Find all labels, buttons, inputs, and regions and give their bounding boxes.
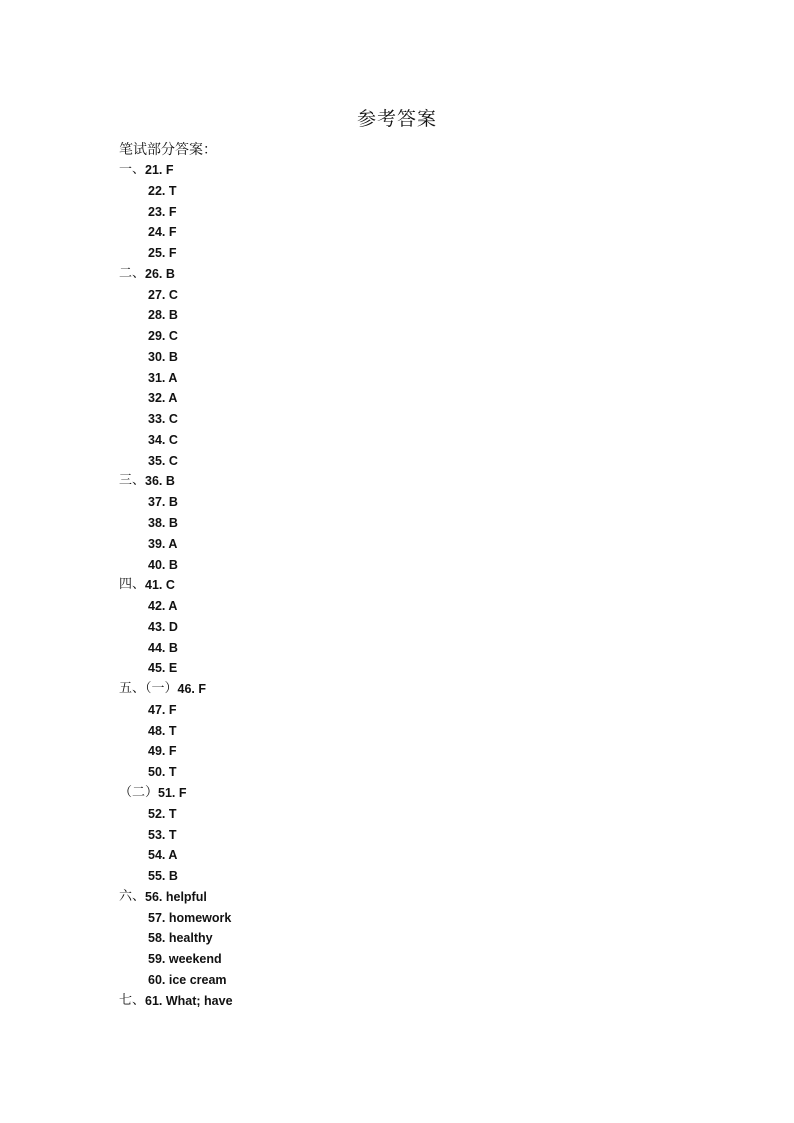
answer-text: 46. F [177,682,207,697]
section-subtitle: 笔试部分答案： [119,142,217,158]
answer-text: 47. F [148,702,177,717]
indent-spacer [119,430,148,451]
answer-text: 36. B [145,474,175,489]
answer-row [119,596,233,617]
answer-row [119,160,233,181]
indent-spacer [119,845,148,866]
indent-spacer [119,534,148,555]
page-title: 参考答案 [356,108,437,130]
answer-text: 49. F [148,744,177,759]
answer-text: 56. helpful [145,889,207,904]
answer-list [119,160,233,1011]
answer-row [119,347,233,368]
answer-row [119,305,233,326]
answer-row [119,949,233,970]
answer-row [119,762,233,783]
answer-text: 26. B [145,266,175,281]
indent-spacer [119,721,148,742]
answer-row [119,741,233,762]
answer-row [119,783,233,804]
indent-spacer [119,368,148,389]
answer-row [119,285,233,306]
answer-text: 27. C [148,287,178,302]
indent-spacer [119,222,148,243]
answer-text: 45. E [148,661,178,676]
indent-spacer [119,513,148,534]
answer-row [119,679,233,700]
answer-row [119,243,233,264]
indent-spacer [119,908,148,929]
answer-row [119,430,233,451]
answer-text: 40. B [148,557,178,572]
answer-row [119,721,233,742]
section-prefix: 一、 [119,162,146,177]
answer-text: 29. C [148,329,178,344]
section-prefix: 四、 [119,577,146,593]
indent-spacer [119,596,148,617]
answer-text: 39. A [148,536,178,551]
answer-text: 51. F [158,785,187,800]
answer-text: 33. C [148,412,178,427]
indent-spacer [119,202,148,223]
indent-spacer [119,866,148,887]
answer-row [119,202,233,223]
section-prefix: 七、 [119,992,146,1008]
answer-row [119,492,233,513]
answer-row [119,575,233,596]
answer-row [119,451,233,472]
answer-text: 61. What; have [145,993,233,1008]
answer-row [119,970,233,991]
indent-spacer [119,949,148,970]
answer-text: 43. D [148,619,178,634]
indent-spacer [119,181,148,202]
indent-spacer [119,347,148,368]
section-prefix: 二、 [119,265,146,281]
section-prefix: （二） [119,784,159,800]
section-prefix: 五、（一） [119,681,178,697]
answer-text: 50. T [148,765,177,780]
answer-text: 53. T [148,827,177,842]
indent-spacer [119,555,148,576]
indent-spacer [119,243,148,264]
indent-spacer [119,638,148,659]
indent-spacer [119,409,148,430]
answer-text: 25. F [148,246,177,261]
answer-text: 34. C [148,432,178,447]
indent-spacer [119,617,148,638]
answer-row [119,991,233,1012]
answer-row [119,928,233,949]
indent-spacer [119,305,148,326]
answer-row [119,513,233,534]
answer-text: 55. B [148,869,178,884]
answer-text: 31. A [148,370,178,385]
indent-spacer [119,451,148,472]
indent-spacer [119,825,148,846]
answer-text: 24. F [148,225,177,240]
indent-spacer [119,658,148,679]
answer-text: 32. A [148,391,178,406]
answer-text: 22. T [148,183,177,198]
answer-text: 54. A [148,848,178,863]
answer-text: 35. C [148,453,178,468]
answer-row [119,700,233,721]
section-prefix: 三、 [119,473,146,489]
answer-text: 38. B [148,516,178,531]
indent-spacer [119,285,148,306]
answer-row [119,638,233,659]
answer-row [119,845,233,866]
answer-text: 57. homework [148,910,232,925]
answer-row [119,825,233,846]
answer-row [119,326,233,347]
answer-row [119,368,233,389]
answer-row [119,409,233,430]
indent-spacer [119,970,148,991]
indent-spacer [119,804,148,825]
answer-text: 59. weekend [148,952,222,967]
answer-text: 30. B [148,349,178,364]
answer-text: 41. C [145,578,175,593]
indent-spacer [119,700,148,721]
answer-text: 52. T [148,806,177,821]
indent-spacer [119,326,148,347]
answer-row [119,555,233,576]
answer-row [119,181,233,202]
answer-row [119,908,233,929]
answer-row [119,866,233,887]
answer-row [119,617,233,638]
answer-row [119,264,233,285]
answer-text: 37. B [148,495,178,510]
answer-text: 48. T [148,723,177,738]
indent-spacer [119,388,148,409]
answer-text: 42. A [148,599,178,614]
answer-text: 58. healthy [148,931,213,946]
indent-spacer [119,741,148,762]
answer-text: 21. F [145,163,174,177]
indent-spacer [119,492,148,513]
answer-row [119,804,233,825]
answer-row [119,388,233,409]
answer-row [119,222,233,243]
answer-row [119,887,233,908]
answer-row [119,534,233,555]
answer-row [119,471,233,492]
answer-text: 44. B [148,640,178,655]
answer-text: 60. ice cream [148,972,227,987]
indent-spacer [119,762,148,783]
section-prefix: 六、 [119,888,146,904]
answer-text: 23. F [148,204,177,219]
answer-text: 28. B [148,308,178,323]
answer-row [119,658,233,679]
indent-spacer [119,928,148,949]
